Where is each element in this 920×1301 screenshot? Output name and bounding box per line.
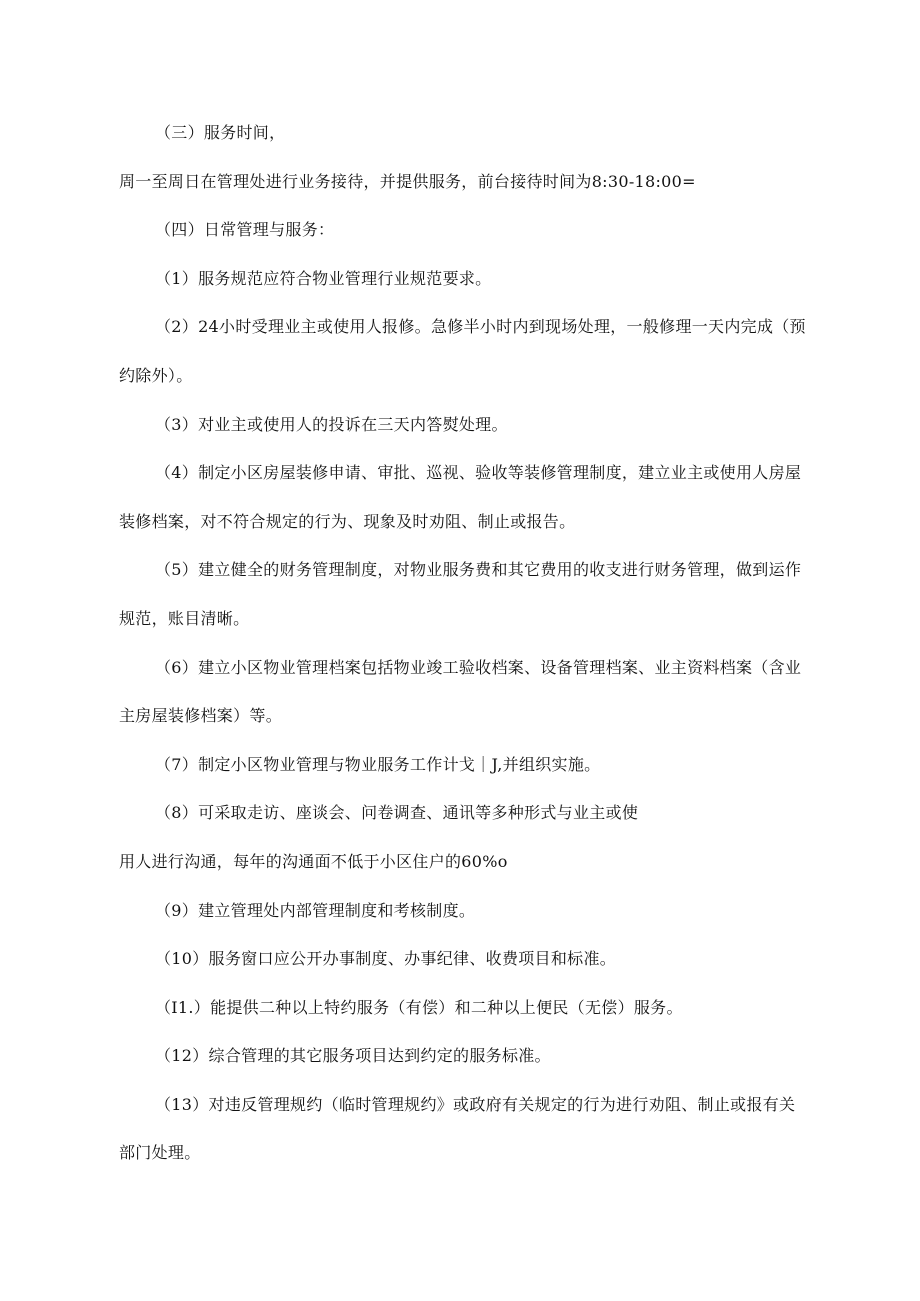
list-item-10: （10）服务窗口应公开办事制度、办事纪律、收费项目和标准。 bbox=[155, 949, 617, 969]
list-item-11: （I1.）能提供二种以上特约服务（有偿）和二种以上便民（无偿）服务。 bbox=[155, 997, 683, 1017]
list-item-6-continued: 主房屋装修档案）等。 bbox=[119, 706, 283, 726]
section-heading-daily-management: （四）日常管理与服务： bbox=[155, 220, 335, 240]
list-item-3: （3）对业主或使用人的投诉在三天内答熨处理。 bbox=[155, 414, 508, 434]
list-item-13: （13）对违反管理规约（临时管理规约》或政府有关规定的行为进行劝阻、制止或报有关 bbox=[155, 1094, 796, 1114]
list-item-5-continued: 规范，账目清晰。 bbox=[119, 608, 250, 628]
list-item-9: （9）建立管理处内部管理制度和考核制度。 bbox=[155, 900, 476, 920]
paragraph-line: 周一至周日在管理处进行业务接待，并提供服务，前台接待时间为8:30-18:00= bbox=[119, 171, 696, 191]
list-item-2-continued: 约除外）。 bbox=[119, 365, 193, 385]
list-item-6: （6）建立小区物业管理档案包括物业竣工验收档案、设备管理档案、业主资料档案（含业 bbox=[155, 657, 802, 677]
list-item-2: （2）24小时受理业主或使用人报修。急修半小时内到现场处理，一般修理一天内完成（预 bbox=[155, 317, 806, 337]
section-heading-service-time: （三）服务时间， bbox=[155, 123, 286, 142]
list-item-8-continued: 用人进行沟通，每年的沟通面不低于小区住户的60%o bbox=[119, 851, 508, 871]
list-item-7: （7）制定小区物业管理与物业服务工作计戈｜J,并组织实施。 bbox=[155, 754, 601, 774]
list-item-4: （4）制定小区房屋装修申请、审批、巡视、验收等装修管理制度，建立业主或使用人房屋 bbox=[155, 463, 802, 483]
list-item-1: （1）服务规范应符合物业管理行业规范要求。 bbox=[155, 268, 492, 288]
document-page bbox=[119, 121, 827, 1190]
list-item-13-continued: 部门处理。 bbox=[119, 1143, 201, 1163]
list-item-4-continued: 装修档案，对不符合规定的行为、现象及时劝阻、制止或报告。 bbox=[119, 511, 576, 531]
list-item-5: （5）建立健全的财务管理制度，对物业服务费和其它费用的收支进行财务管理，做到运作 bbox=[155, 560, 802, 580]
list-item-12: （12）综合管理的其它服务项目达到约定的服务标准。 bbox=[155, 1046, 551, 1066]
list-item-8: （8）可采取走访、座谈会、问卷调查、通讯等多种形式与业主或使 bbox=[155, 803, 639, 823]
